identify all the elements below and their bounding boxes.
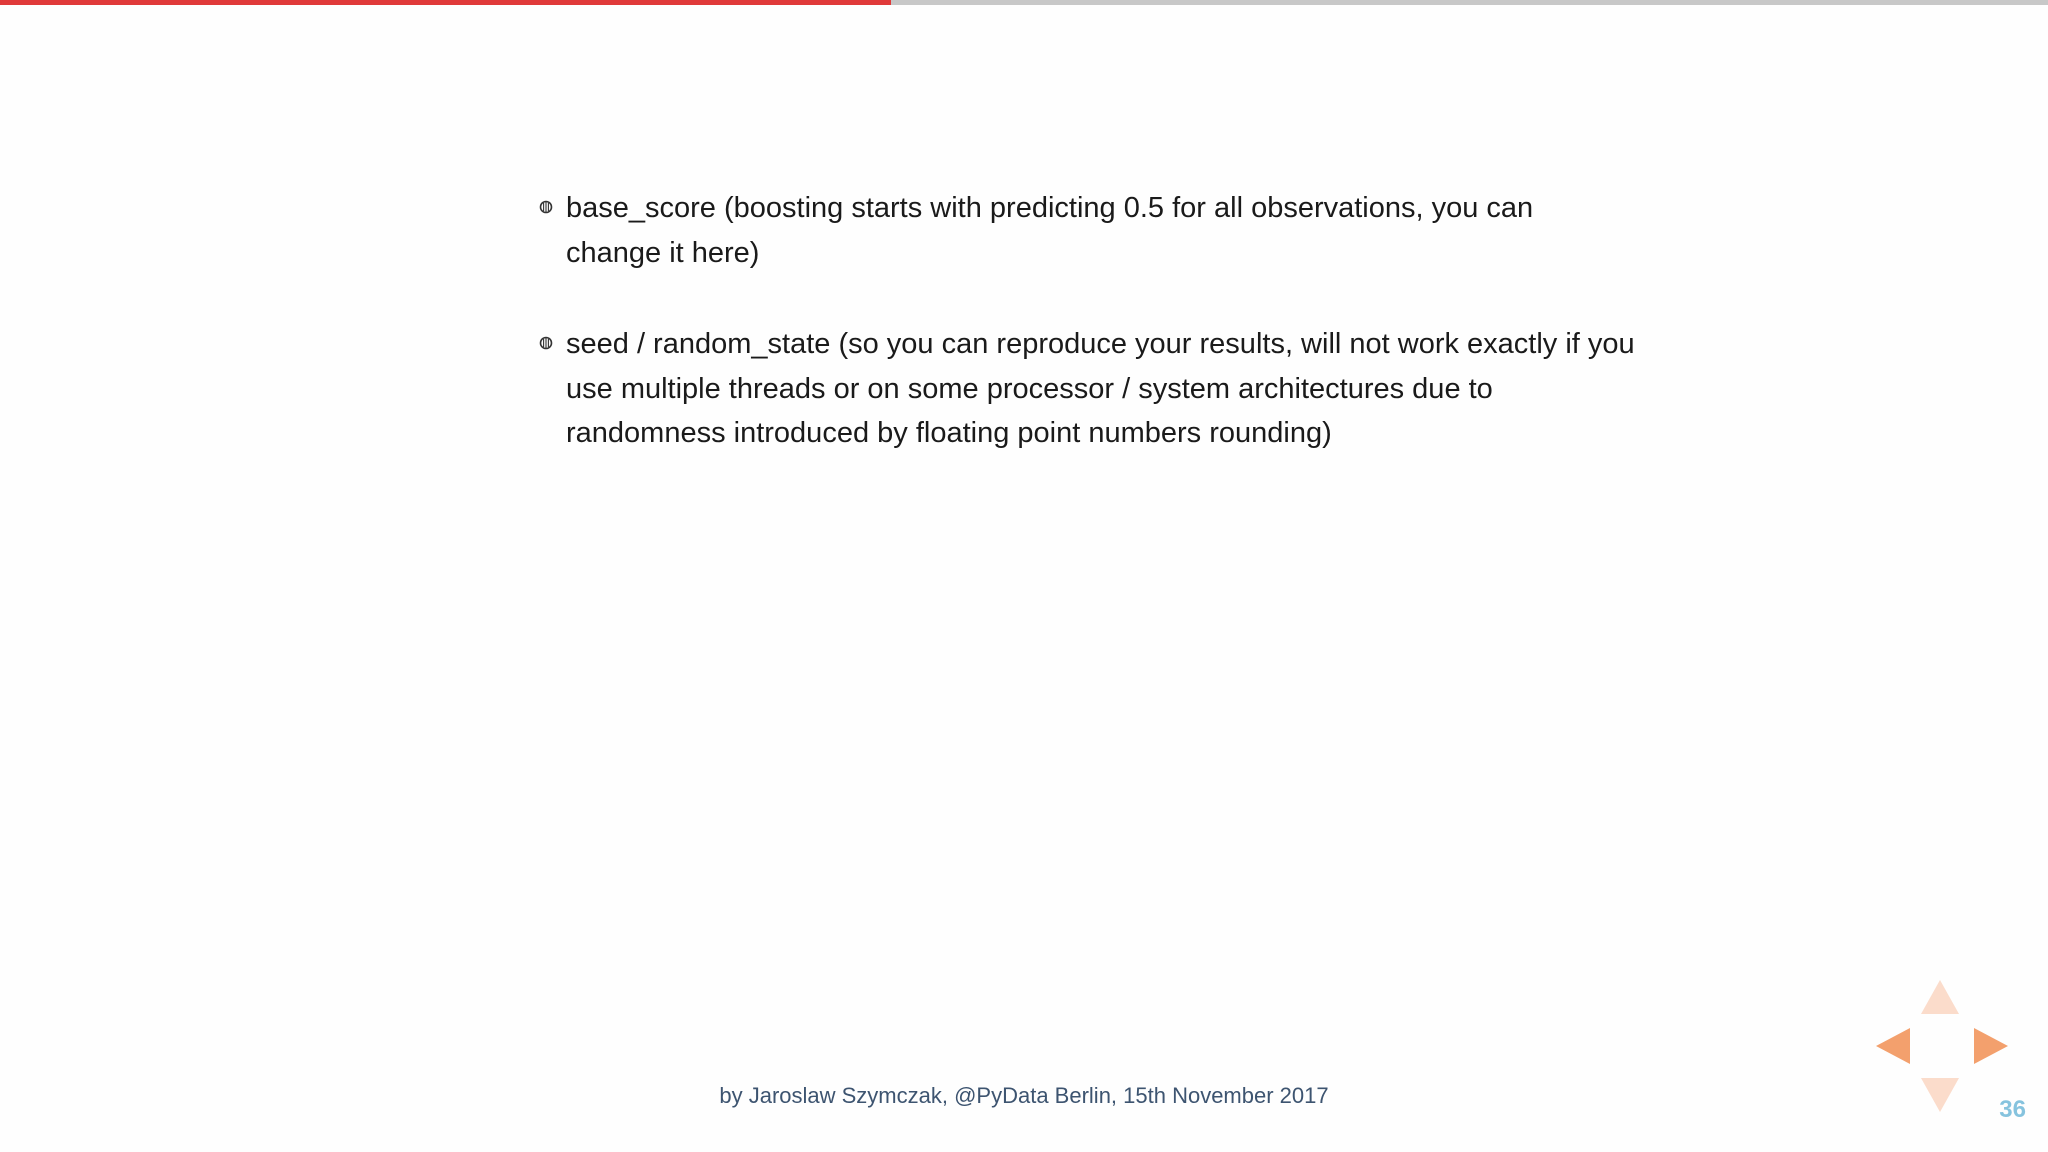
nav-up-arrow-icon[interactable] xyxy=(1921,980,1959,1014)
slide-footer: by Jaroslaw Szymczak, @PyData Berlin, 15th November 2017 xyxy=(719,1083,1329,1108)
slide-navigation-controls xyxy=(1870,976,2010,1116)
slide-bullet-list xyxy=(536,186,1636,503)
presentation-progress-fill xyxy=(0,0,891,5)
presentation-progress-bar xyxy=(0,0,2048,5)
bullet-text: base_score (boosting starts with predicting 0.5 for all observations, you can change it here) xyxy=(566,192,1534,269)
slide-page-number: 36 xyxy=(1999,1096,2026,1123)
bullet-item-base-score xyxy=(536,186,1636,275)
nav-left-arrow-icon[interactable] xyxy=(1876,1028,1910,1064)
circle-bullet-icon xyxy=(539,336,553,350)
circle-bullet-icon xyxy=(539,200,553,214)
bullet-text: seed / random_state (so you can reproduce your results, will not work exactly if you use multiple threads or on some processor / system architectures due to randomness introduced by floating point numbers rounding) xyxy=(566,328,1635,449)
nav-down-arrow-icon[interactable] xyxy=(1921,1078,1959,1112)
nav-right-arrow-icon[interactable] xyxy=(1974,1028,2008,1064)
bullet-item-seed xyxy=(536,322,1636,456)
